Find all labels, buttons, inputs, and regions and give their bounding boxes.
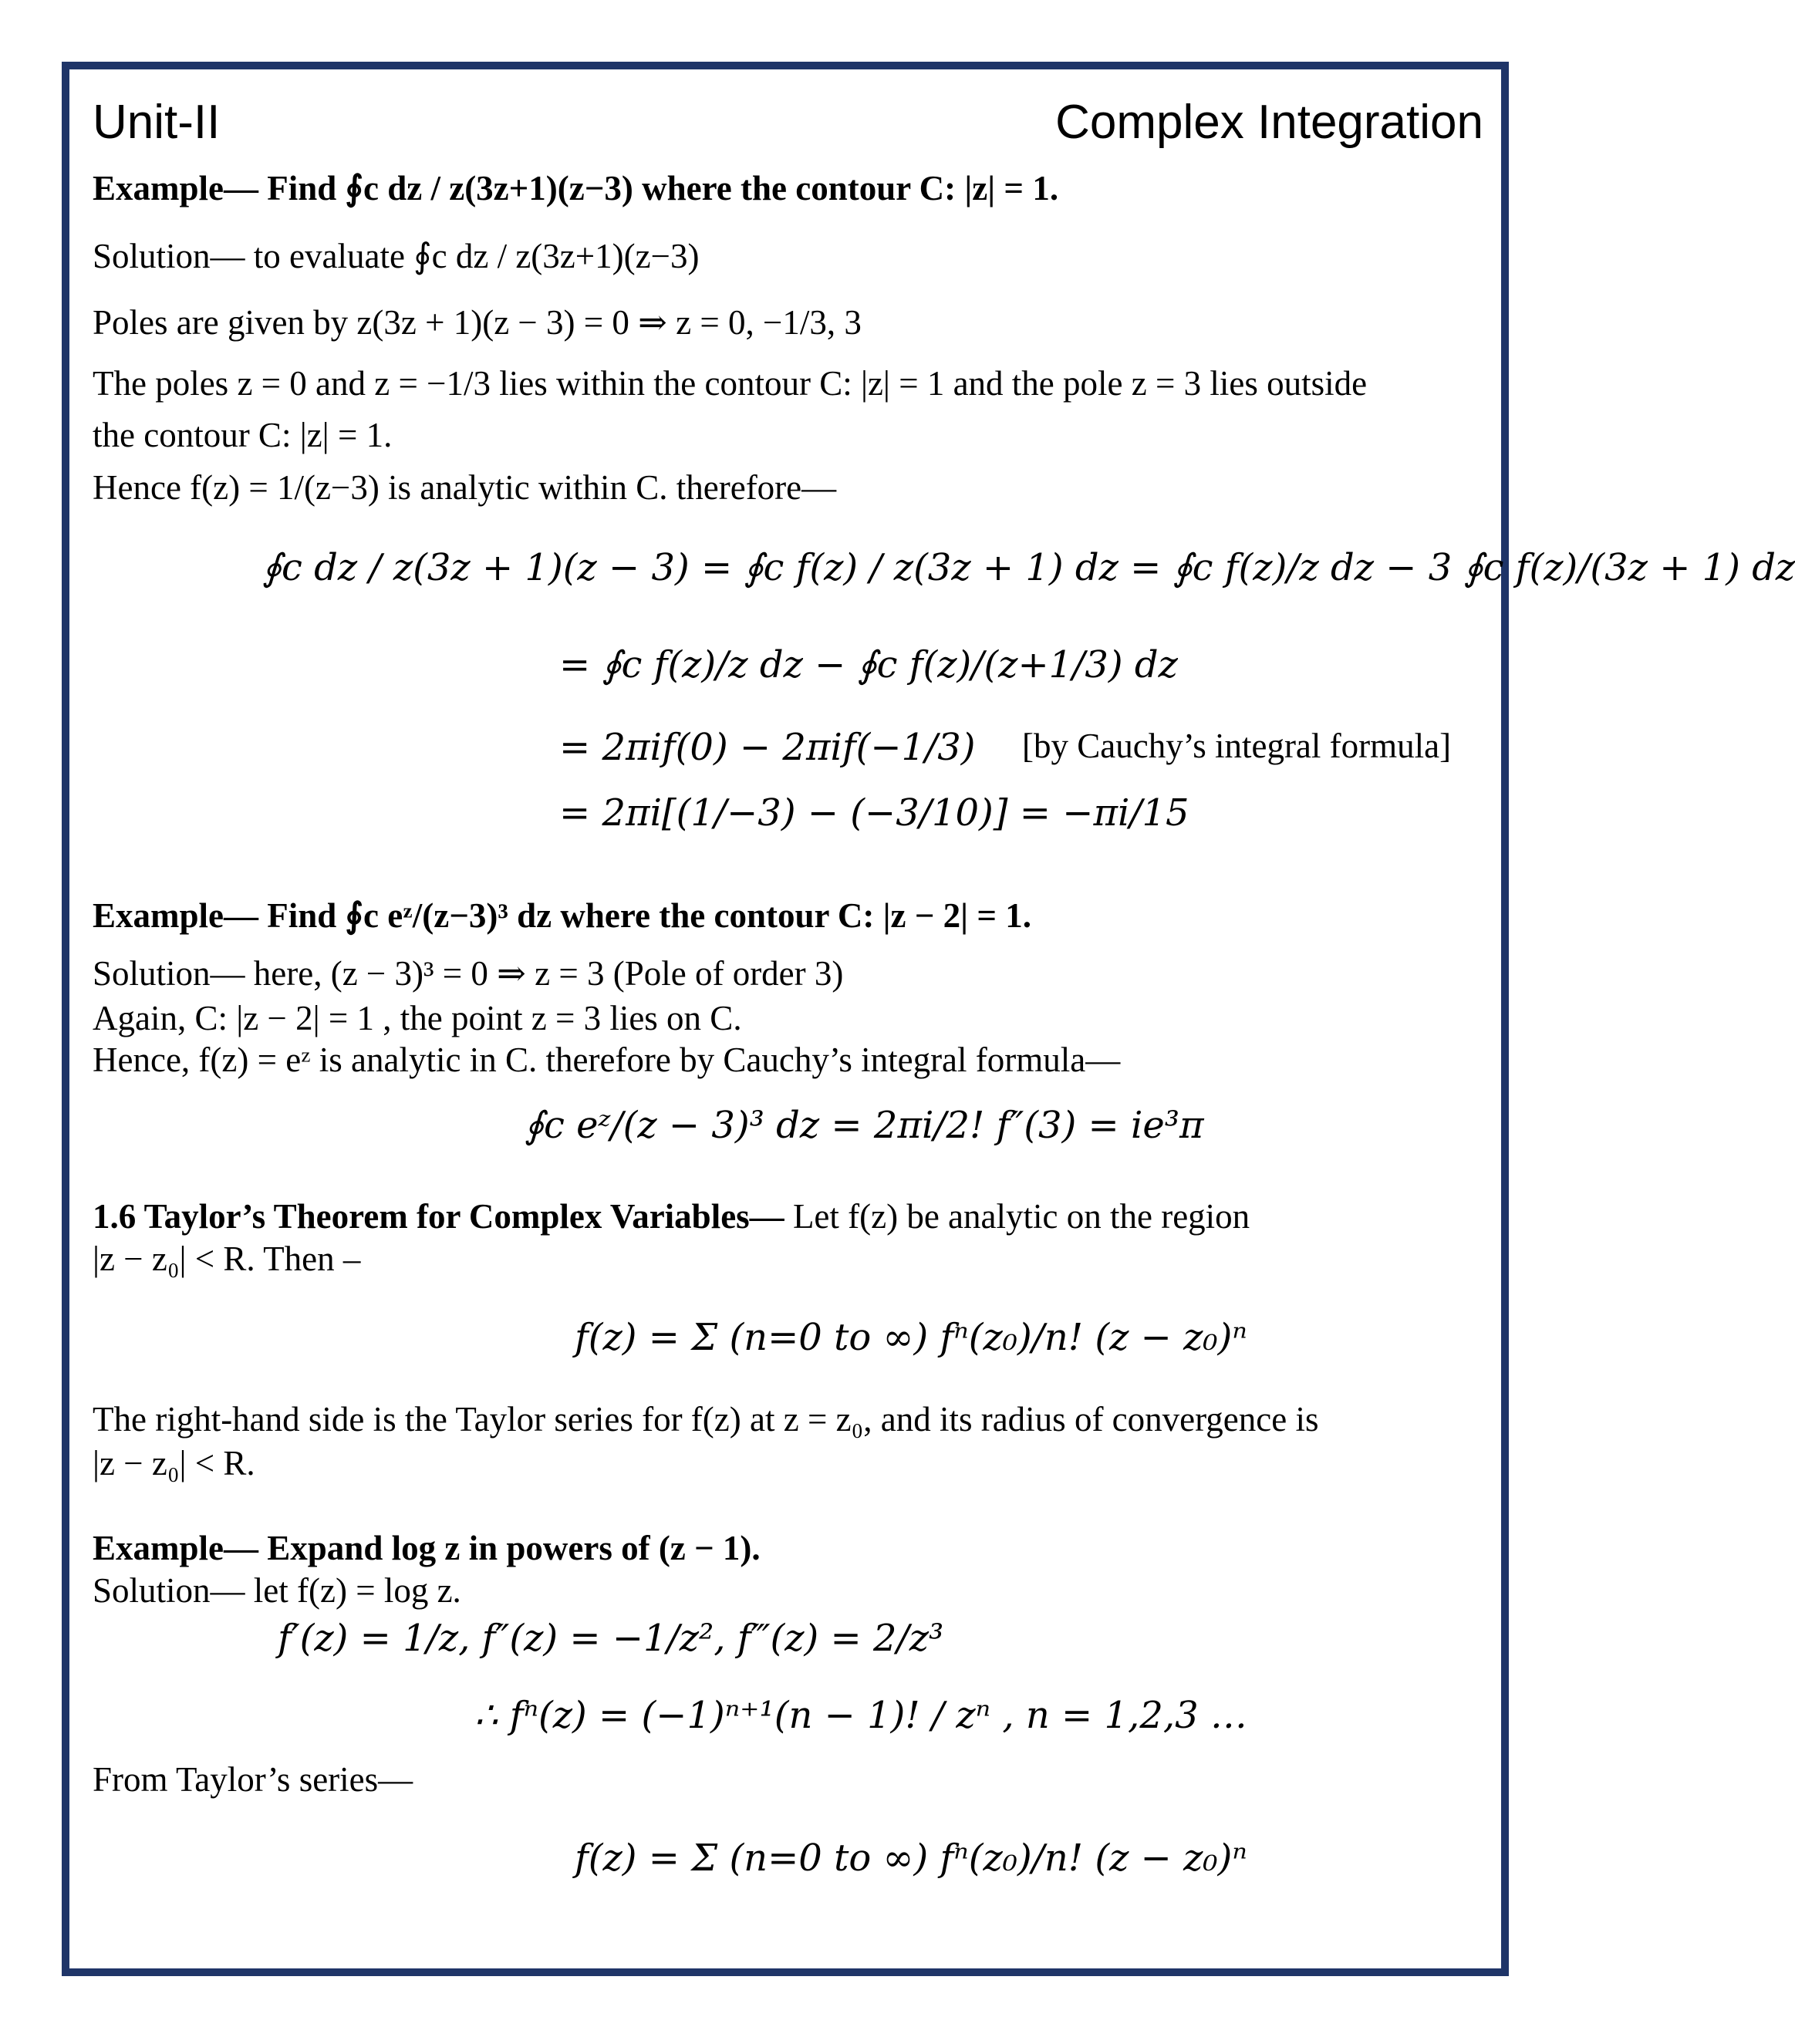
taylor-formula: f(z) = Σ (n=0 to ∞) fⁿ(z₀)/n! (z − z₀)ⁿ: [575, 1316, 1247, 1359]
taylor-heading: 1.6 Taylor’s Theorem for Complex Variables—: [93, 1197, 784, 1236]
taylor-statement: Let f(z) be analytic on the region: [784, 1197, 1250, 1236]
taylor-heading-line: [93, 1199, 1250, 1234]
unit-label: Unit-II: [93, 96, 221, 149]
example2-statement: Example— Find ∮c eᶻ/(z−3)³ dz where the contour C: |z − 2| = 1.: [93, 896, 1031, 935]
example1-statement: Example— Find ∮c dz / z(3z+1)(z−3) where the contour C: |z| = 1.: [93, 169, 1059, 207]
example1-within-cont: the contour C: |z| = 1.: [93, 416, 393, 454]
example1-equation-1: ∮c dz / z(3z + 1)(z − 3) = ∮c f(z) / z(3z + 1) dz = ∮c f(z)/z dz − 3 ∮c f(z)/(3z + 1) dz: [262, 546, 1795, 589]
example1-equation-2: = ∮c f(z)/z dz − ∮c f(z)/(z+1/3) dz: [559, 643, 1178, 686]
example3-taylor-formula: f(z) = Σ (n=0 to ∞) fⁿ(z₀)/n! (z − z₀)ⁿ: [575, 1837, 1247, 1880]
example1-equation-3: = 2πif(0) − 2πif(−1/3): [559, 726, 976, 769]
page-title: Complex Integration: [1055, 96, 1483, 149]
taylor-statement-cont: |z − z₀| < R. Then –: [93, 1240, 361, 1278]
example2-equation: ∮c eᶻ/(z − 3)³ dz = 2πi/2! f″(3) = ie³π: [525, 1104, 1204, 1147]
example1-equation-4: = 2πi[(1/−3) − (−3/10)] = −πi/15: [559, 791, 1189, 835]
taylor-rhs-cont: |z − z₀| < R.: [93, 1444, 255, 1482]
example3-statement: Example— Expand log z in powers of (z − 1).: [93, 1529, 761, 1567]
example3-from-taylor: From Taylor’s series—: [93, 1760, 413, 1799]
example2-hence: Hence, f(z) = eᶻ is analytic in C. therefore by Cauchy’s integral formula—: [93, 1041, 1121, 1079]
example1-poles: Poles are given by z(3z + 1)(z − 3) = 0 ⇒ z = 0, −1/3, 3: [93, 303, 862, 342]
example2-solution: Solution— here, (z − 3)³ = 0 ⇒ z = 3 (Pole of order 3): [93, 954, 844, 993]
example3-solution: Solution— let f(z) = log z.: [93, 1571, 461, 1610]
example1-within: The poles z = 0 and z = −1/3 lies within the contour C: |z| = 1 and the pole z = 3 lies outside: [93, 364, 1368, 403]
example1-hence: Hence f(z) = 1/(z−3) is analytic within C. therefore—: [93, 468, 837, 507]
example3-derivatives: f′(z) = 1/z, f″(z) = −1/z², f‴(z) = 2/z³: [278, 1617, 944, 1660]
taylor-rhs: The right-hand side is the Taylor series for f(z) at z = z₀, and its radius of convergence is: [93, 1400, 1319, 1439]
example2-again: Again, C: |z − 2| = 1 , the point z = 3 lies on C.: [93, 999, 742, 1037]
cauchy-note: [by Cauchy’s integral formula]: [1022, 727, 1452, 765]
example1-solution-intro: Solution— to evaluate ∮c dz / z(3z+1)(z−3): [93, 237, 700, 275]
example3-general-derivative: ∴ fⁿ(z) = (−1)ⁿ⁺¹(n − 1)! / zⁿ , n = 1,2,3 …: [474, 1694, 1247, 1737]
